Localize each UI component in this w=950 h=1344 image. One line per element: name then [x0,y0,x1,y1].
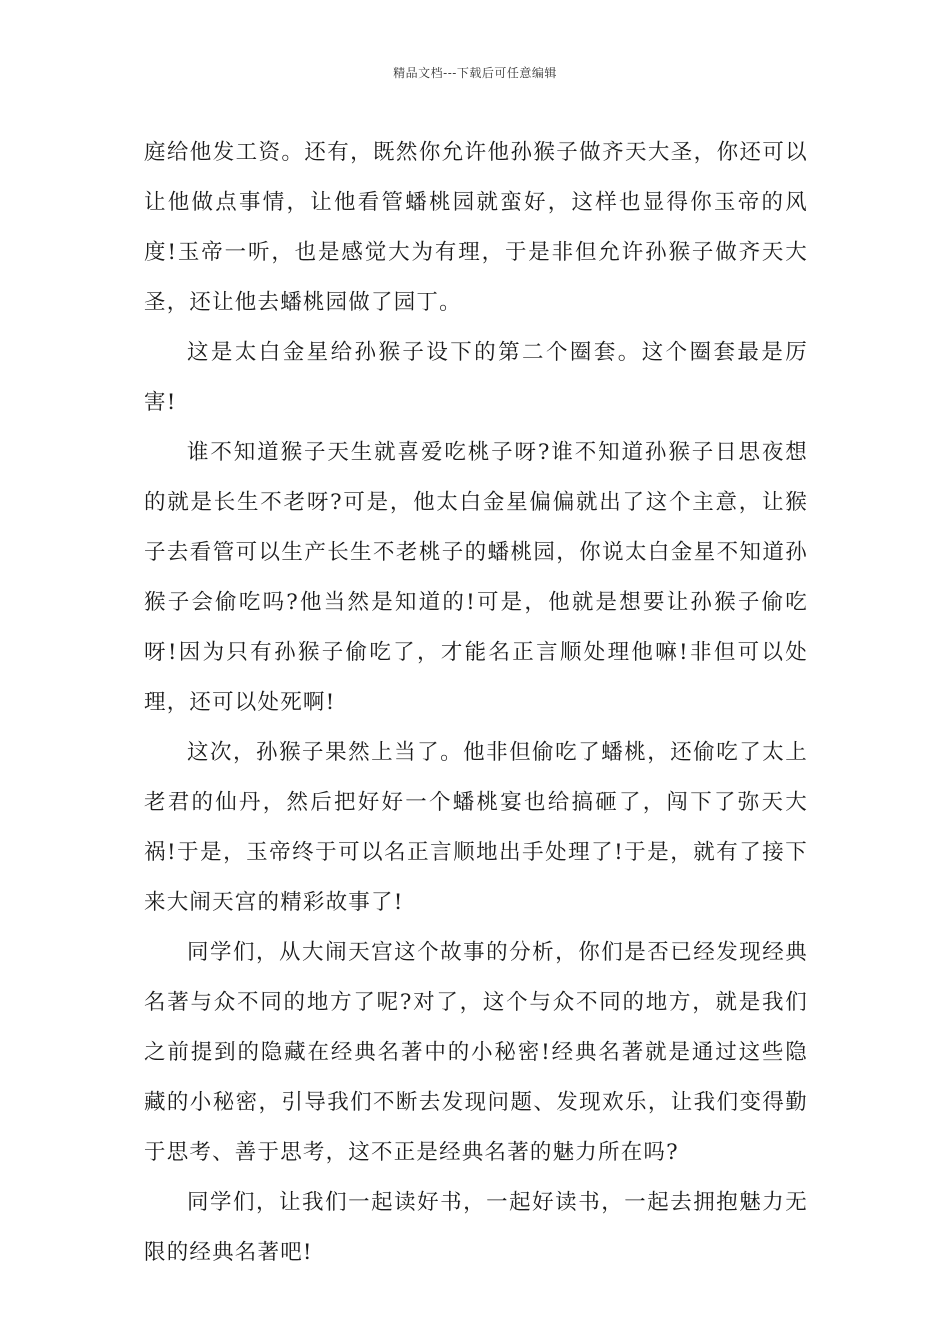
document-body [144,128,808,1278]
paragraph-5: 同学们，从大闹天宫这个故事的分析，你们是否已经发现经典名著与众不同的地方了呢?对了，这个与众不同的地方，就是我们之前提到的隐藏在经典名著中的小秘密!经典名著就是通过这些隐藏的小秘密，引导我们不断去发现问题、发现欢乐，让我们变得勤于思考、善于思考，这不正是经典名著的魅力所在吗? [144,940,808,1165]
paragraph-3: 谁不知道猴子天生就喜爱吃桃子呀?谁不知道孙猴子日思夜想的就是长生不老呀?可是，他太白金星偏偏就出了这个主意，让猴子去看管可以生产长生不老桃子的蟠桃园，你说太白金星不知道孙猴子会偷吃吗?他当然是知道的!可是，他就是想要让孙猴子偷吃呀!因为只有孙猴子偷吃了，才能名正言顺处理他嘛!非但可以处理，还可以处死啊! [144,440,808,715]
paragraph-4: 这次，孙猴子果然上当了。他非但偷吃了蟠桃，还偷吃了太上老君的仙丹，然后把好好一个蟠桃宴也给搞砸了，闯下了弥天大祸!于是，玉帝终于可以名正言顺地出手处理了!于是，就有了接下来大闹天宫的精彩故事了! [144,740,808,915]
paragraph-6: 同学们，让我们一起读好书，一起好读书，一起去拥抱魅力无限的经典名著吧! [144,1190,808,1265]
paragraph-2: 这是太白金星给孙猴子设下的第二个圈套。这个圈套最是厉害! [144,340,808,415]
paragraph-1: 庭给他发工资。还有，既然你允许他孙猴子做齐天大圣，你还可以让他做点事情，让他看管蟠桃园就蛮好，这样也显得你玉帝的风度!玉帝一听，也是感觉大为有理，于是非但允许孙猴子做齐天大圣，还让他去蟠桃园做了园丁。 [144,140,808,315]
page-header: 精品文档---下载后可任意编辑 [393,66,557,80]
